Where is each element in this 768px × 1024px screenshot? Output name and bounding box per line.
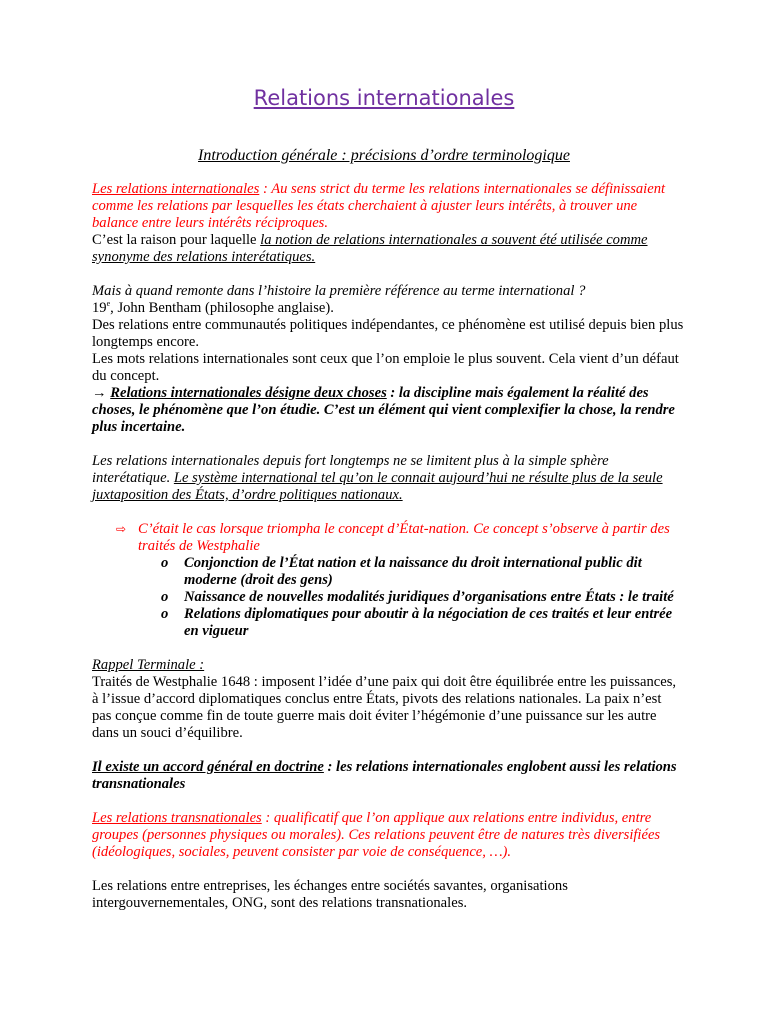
term-international: Les relations internationales: [92, 181, 260, 197]
definition-text: : Au sens strict du terme les relations internationales se définissaient comme les relations par lesquelles les états cherchaient à ajuster leurs intérêts, à trouver une balance entre leurs intérêts réciproques.: [92, 181, 666, 231]
two-things-emphasis: Relations internationales désigne deux choses: [110, 385, 387, 401]
document-subtitle: Introduction générale : précisions d’ordre terminologique: [198, 147, 570, 164]
sub-bullet: [92, 555, 684, 589]
beyond-lead: Les relations internationales depuis fort longtemps ne se limitent plus à la simple sphère interétatique.: [92, 453, 609, 486]
two-things-text: : la discipline mais également la réalité des choses, le phénomène que l’on étudie. C’est un élément qui vient complexifier la chose, la rendre plus incertaine.: [92, 385, 675, 435]
arrow-icon: →: [92, 385, 107, 401]
sub-bullet-text: Conjonction de l’État nation et la naissance du droit international public dit moderne (droit des gens): [184, 555, 642, 588]
synonym-lead: C’est la raison pour laquelle: [92, 232, 261, 248]
sub-bullet: [92, 606, 684, 640]
beyond-interstate-paragraph: [92, 453, 684, 504]
sub-bullet-text: Naissance de nouvelles modalités juridiques d’organisations entre États : le traité: [184, 589, 674, 605]
doctrine-emphasis: Il existe un accord général en doctrine: [92, 759, 324, 775]
sub-bullet-text: Relations diplomatiques pour aboutir à la négociation de ces traités et leur entrée en vigueur: [184, 606, 673, 639]
document-body: [92, 181, 684, 912]
westphalie-paragraph: Traités de Westphalie 1648 : imposent l’idée d’une paix qui doit être équilibrée entre les puissances, à l’issue d’accord diplomatiques conclus entre États, pivots des relations nationales. La paix n’est pas conçue comme fin de toute guerre mais doit éviter l’hégémonie d’une puissance sur les autre dans un souci d’équilibre.: [92, 674, 677, 741]
bentham-line: [92, 300, 684, 317]
circle-bullet-icon: o: [161, 606, 169, 622]
companies-paragraph: Les relations entre entreprises, les échanges entre sociétés savantes, organisations intergouvernementales, ONG, sont des relations transnationales.: [92, 878, 568, 911]
definition-transnational: [92, 810, 684, 861]
doctrine-text: : les relations internationales englobent aussi les relations transnationales: [92, 759, 677, 792]
century-sup: e: [106, 299, 111, 309]
circle-bullet-icon: o: [161, 555, 169, 571]
synonym-emphasis: la notion de relations internationales a souvent été utilisée comme synonyme des relations interétatiques.: [92, 232, 648, 265]
hollow-arrow-icon: ⇨: [116, 522, 127, 536]
bullet-westphalie-text: C’était le cas lorsque triompha le concept d’État-nation. Ce concept s’observe à partir des traités de Westphalie: [138, 521, 670, 554]
document-title: Relations internationales: [253, 86, 515, 110]
two-things-paragraph: [92, 385, 684, 436]
synonym-paragraph: [92, 232, 684, 266]
bentham-text: , John Bentham (philosophe anglaise).: [110, 300, 334, 316]
reminder-heading: Rappel Terminale :: [92, 657, 205, 673]
words-paragraph: Les mots relations internationales sont ceux que l’on emploie le plus souvent. Cela vient d’un défaut du concept.: [92, 351, 679, 384]
transnational-text: : qualificatif que l’on applique aux relations entre individus, entre groupes (personnes physiques ou morales). Ces relations peuvent être de natures très diversifiées (idéologiques, sociales, peuvent consister par voie de conséquence, …).: [92, 810, 661, 860]
doctrine-paragraph: [92, 759, 684, 793]
question-paragraph: Mais à quand remonte dans l’histoire la première référence au terme international ?: [92, 283, 586, 299]
sub-bullet: [92, 589, 684, 606]
bullet-westphalie: [92, 521, 684, 555]
definition-international: [92, 181, 684, 232]
century-number: 19: [92, 300, 107, 316]
communities-paragraph: Des relations entre communautés politiques indépendantes, ce phénomène est utilisé depuis bien plus longtemps encore.: [92, 317, 684, 350]
term-transnational: Les relations transnationales: [92, 810, 262, 826]
circle-bullet-icon: o: [161, 589, 169, 605]
beyond-emphasis: Le système international tel qu’on le connait aujourd’hui ne résulte plus de la seule juxtaposition des États, d’ordre politiques nationaux.: [92, 470, 663, 503]
